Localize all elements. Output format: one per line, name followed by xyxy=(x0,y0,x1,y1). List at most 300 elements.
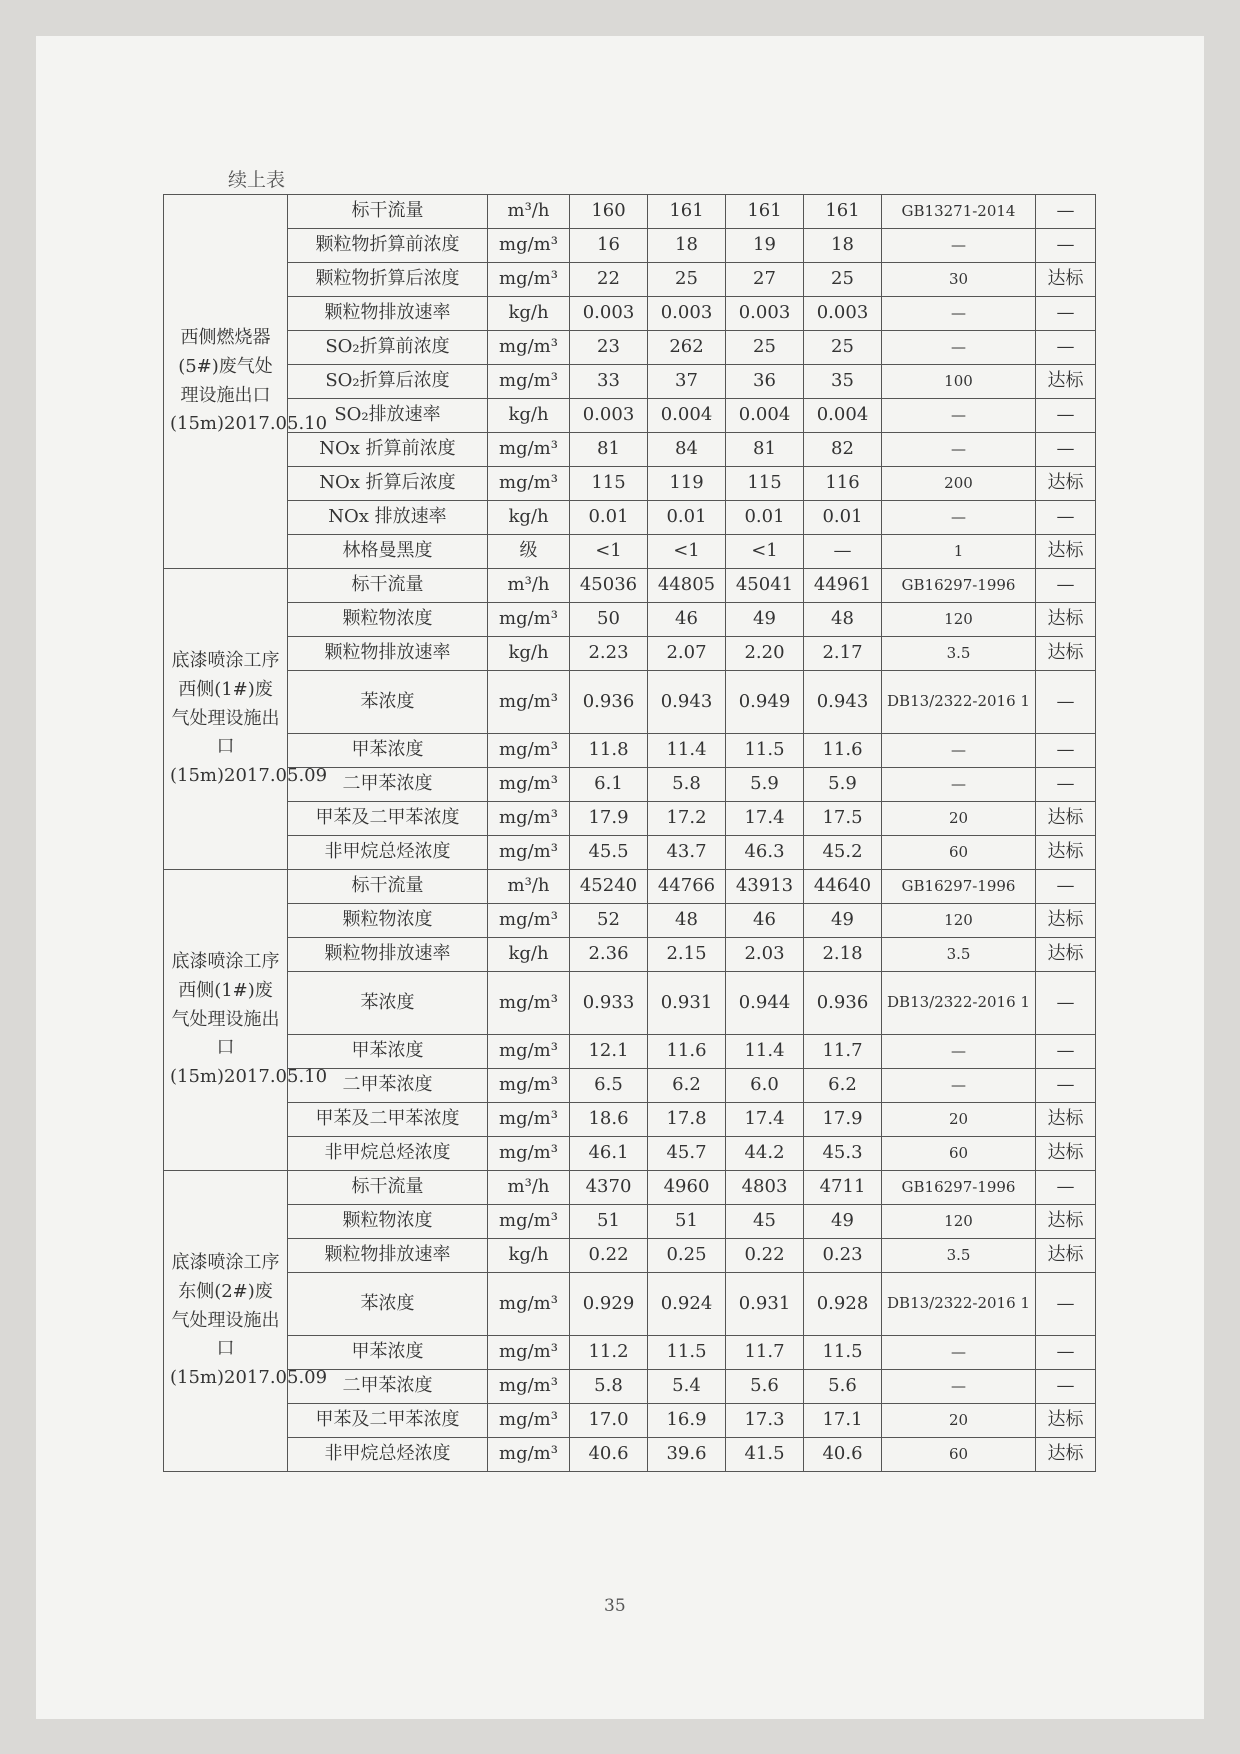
value-cell: 2.36 xyxy=(570,938,648,972)
unit-cell: mg/m³ xyxy=(488,1336,570,1370)
item-cell: 林格曼黑度 xyxy=(288,535,488,569)
value-cell: 45036 xyxy=(570,569,648,603)
standard-cell: 3.5 xyxy=(882,938,1036,972)
value-cell: 81 xyxy=(570,433,648,467)
value-cell: 46.1 xyxy=(570,1137,648,1171)
unit-cell: kg/h xyxy=(488,399,570,433)
standard-cell: — xyxy=(882,399,1036,433)
unit-cell: mg/m³ xyxy=(488,603,570,637)
table-row xyxy=(164,1438,1096,1472)
value-cell: 6.2 xyxy=(648,1069,726,1103)
item-cell: 二甲苯浓度 xyxy=(288,1069,488,1103)
table-row xyxy=(164,1205,1096,1239)
value-cell: 5.4 xyxy=(648,1370,726,1404)
result-cell: 达标 xyxy=(1036,1404,1096,1438)
result-cell: — xyxy=(1036,195,1096,229)
unit-cell: kg/h xyxy=(488,938,570,972)
value-cell: 44961 xyxy=(804,569,882,603)
value-cell: 0.01 xyxy=(648,501,726,535)
value-cell: 0.004 xyxy=(804,399,882,433)
unit-cell: m³/h xyxy=(488,195,570,229)
unit-cell: mg/m³ xyxy=(488,671,570,734)
standard-cell: — xyxy=(882,501,1036,535)
value-cell: 40.6 xyxy=(804,1438,882,1472)
value-cell: 262 xyxy=(648,331,726,365)
value-cell: 0.004 xyxy=(648,399,726,433)
value-cell: 6.5 xyxy=(570,1069,648,1103)
item-cell: 甲苯浓度 xyxy=(288,734,488,768)
value-cell: 17.9 xyxy=(804,1103,882,1137)
value-cell: 5.9 xyxy=(726,768,804,802)
table-row xyxy=(164,229,1096,263)
value-cell: 11.7 xyxy=(726,1336,804,1370)
result-cell: — xyxy=(1036,399,1096,433)
value-cell: 44640 xyxy=(804,870,882,904)
value-cell: 25 xyxy=(804,263,882,297)
value-cell: 116 xyxy=(804,467,882,501)
standard-cell: DB13/2322-2016 1 xyxy=(882,972,1036,1035)
item-cell: 标干流量 xyxy=(288,195,488,229)
table-row xyxy=(164,535,1096,569)
value-cell: 5.8 xyxy=(648,768,726,802)
table-row xyxy=(164,1336,1096,1370)
value-cell: 11.5 xyxy=(804,1336,882,1370)
value-cell: 50 xyxy=(570,603,648,637)
result-cell: — xyxy=(1036,734,1096,768)
standard-cell: 20 xyxy=(882,1103,1036,1137)
table-row xyxy=(164,1239,1096,1273)
table-row xyxy=(164,467,1096,501)
standard-cell: 200 xyxy=(882,467,1036,501)
unit-cell: kg/h xyxy=(488,1239,570,1273)
value-cell: <1 xyxy=(648,535,726,569)
value-cell: 115 xyxy=(726,467,804,501)
standard-cell: — xyxy=(882,229,1036,263)
result-cell: 达标 xyxy=(1036,836,1096,870)
value-cell: 51 xyxy=(648,1205,726,1239)
standard-cell: — xyxy=(882,1336,1036,1370)
result-cell: — xyxy=(1036,671,1096,734)
table-row xyxy=(164,1404,1096,1438)
table-row xyxy=(164,1103,1096,1137)
value-cell: 39.6 xyxy=(648,1438,726,1472)
result-cell: — xyxy=(1036,1069,1096,1103)
standard-cell: 60 xyxy=(882,1137,1036,1171)
table-row xyxy=(164,331,1096,365)
standard-cell: DB13/2322-2016 1 xyxy=(882,671,1036,734)
value-cell: 16 xyxy=(570,229,648,263)
value-cell: 11.4 xyxy=(726,1035,804,1069)
result-cell: 达标 xyxy=(1036,365,1096,399)
value-cell: 5.9 xyxy=(804,768,882,802)
value-cell: 46 xyxy=(648,603,726,637)
value-cell: 4711 xyxy=(804,1171,882,1205)
value-cell: 49 xyxy=(726,603,804,637)
value-cell: <1 xyxy=(726,535,804,569)
value-cell: 37 xyxy=(648,365,726,399)
standard-cell: 20 xyxy=(882,1404,1036,1438)
value-cell: 0.22 xyxy=(726,1239,804,1273)
result-cell: 达标 xyxy=(1036,535,1096,569)
value-cell: 25 xyxy=(648,263,726,297)
value-cell: 11.8 xyxy=(570,734,648,768)
value-cell: 17.8 xyxy=(648,1103,726,1137)
value-cell: 0.943 xyxy=(804,671,882,734)
value-cell: 0.003 xyxy=(726,297,804,331)
item-cell: 非甲烷总烃浓度 xyxy=(288,1137,488,1171)
item-cell: 颗粒物排放速率 xyxy=(288,297,488,331)
standard-cell: 3.5 xyxy=(882,1239,1036,1273)
value-cell: 2.03 xyxy=(726,938,804,972)
table-row xyxy=(164,637,1096,671)
unit-cell: mg/m³ xyxy=(488,263,570,297)
unit-cell: mg/m³ xyxy=(488,1404,570,1438)
unit-cell: mg/m³ xyxy=(488,467,570,501)
value-cell: 0.936 xyxy=(804,972,882,1035)
value-cell: 11.5 xyxy=(726,734,804,768)
value-cell: 23 xyxy=(570,331,648,365)
table-row xyxy=(164,904,1096,938)
unit-cell: mg/m³ xyxy=(488,433,570,467)
value-cell: 4803 xyxy=(726,1171,804,1205)
value-cell: 48 xyxy=(648,904,726,938)
value-cell: 6.0 xyxy=(726,1069,804,1103)
result-cell: 达标 xyxy=(1036,603,1096,637)
item-cell: 颗粒物排放速率 xyxy=(288,938,488,972)
standard-cell: 30 xyxy=(882,263,1036,297)
value-cell: 43913 xyxy=(726,870,804,904)
value-cell: 160 xyxy=(570,195,648,229)
value-cell: 0.004 xyxy=(726,399,804,433)
value-cell: 115 xyxy=(570,467,648,501)
result-cell: — xyxy=(1036,1171,1096,1205)
value-cell: <1 xyxy=(570,535,648,569)
value-cell: 0.23 xyxy=(804,1239,882,1273)
value-cell: 0.01 xyxy=(726,501,804,535)
value-cell: 45.2 xyxy=(804,836,882,870)
value-cell: 18 xyxy=(648,229,726,263)
unit-cell: mg/m³ xyxy=(488,1370,570,1404)
value-cell: 4370 xyxy=(570,1171,648,1205)
result-cell: 达标 xyxy=(1036,1438,1096,1472)
result-cell: 达标 xyxy=(1036,938,1096,972)
value-cell: 41.5 xyxy=(726,1438,804,1472)
result-cell: — xyxy=(1036,501,1096,535)
value-cell: 6.2 xyxy=(804,1069,882,1103)
value-cell: 81 xyxy=(726,433,804,467)
value-cell: 2.18 xyxy=(804,938,882,972)
item-cell: 颗粒物浓度 xyxy=(288,1205,488,1239)
item-cell: 二甲苯浓度 xyxy=(288,768,488,802)
value-cell: 17.0 xyxy=(570,1404,648,1438)
standard-cell: — xyxy=(882,734,1036,768)
value-cell: 45240 xyxy=(570,870,648,904)
item-cell: NOx 折算后浓度 xyxy=(288,467,488,501)
result-cell: 达标 xyxy=(1036,1239,1096,1273)
standard-cell: 3.5 xyxy=(882,637,1036,671)
value-cell: 44766 xyxy=(648,870,726,904)
value-cell: 0.928 xyxy=(804,1273,882,1336)
value-cell: 19 xyxy=(726,229,804,263)
result-cell: — xyxy=(1036,433,1096,467)
value-cell: 49 xyxy=(804,1205,882,1239)
item-cell: 颗粒物折算前浓度 xyxy=(288,229,488,263)
standard-cell: — xyxy=(882,1370,1036,1404)
table-row xyxy=(164,972,1096,1035)
item-cell: 甲苯及二甲苯浓度 xyxy=(288,802,488,836)
value-cell: 0.22 xyxy=(570,1239,648,1273)
value-cell: 51 xyxy=(570,1205,648,1239)
value-cell: 17.4 xyxy=(726,802,804,836)
table-row xyxy=(164,1137,1096,1171)
result-cell: — xyxy=(1036,768,1096,802)
item-cell: SO₂折算后浓度 xyxy=(288,365,488,399)
standard-cell: — xyxy=(882,331,1036,365)
value-cell: 17.9 xyxy=(570,802,648,836)
standard-cell: — xyxy=(882,1069,1036,1103)
value-cell: 11.7 xyxy=(804,1035,882,1069)
unit-cell: m³/h xyxy=(488,870,570,904)
unit-cell: mg/m³ xyxy=(488,904,570,938)
result-cell: — xyxy=(1036,870,1096,904)
value-cell: 11.5 xyxy=(648,1336,726,1370)
value-cell: 35 xyxy=(804,365,882,399)
page-number: 35 xyxy=(604,1596,626,1616)
value-cell: 0.929 xyxy=(570,1273,648,1336)
standard-cell: 120 xyxy=(882,603,1036,637)
table-row xyxy=(164,603,1096,637)
table-row xyxy=(164,734,1096,768)
value-cell: 44.2 xyxy=(726,1137,804,1171)
value-cell: 2.15 xyxy=(648,938,726,972)
standard-cell: 60 xyxy=(882,836,1036,870)
table-row xyxy=(164,870,1096,904)
unit-cell: mg/m³ xyxy=(488,1273,570,1336)
standard-cell: 60 xyxy=(882,1438,1036,1472)
value-cell: 0.01 xyxy=(804,501,882,535)
monitoring-data-table xyxy=(163,194,1096,1472)
table-row xyxy=(164,501,1096,535)
value-cell: 27 xyxy=(726,263,804,297)
standard-cell: 120 xyxy=(882,1205,1036,1239)
standard-cell: GB16297-1996 xyxy=(882,569,1036,603)
value-cell: 0.003 xyxy=(804,297,882,331)
value-cell: 40.6 xyxy=(570,1438,648,1472)
unit-cell: mg/m³ xyxy=(488,229,570,263)
value-cell: 0.003 xyxy=(648,297,726,331)
unit-cell: mg/m³ xyxy=(488,836,570,870)
value-cell: 16.9 xyxy=(648,1404,726,1438)
unit-cell: mg/m³ xyxy=(488,1103,570,1137)
standard-cell: 120 xyxy=(882,904,1036,938)
value-cell: 84 xyxy=(648,433,726,467)
value-cell: 45 xyxy=(726,1205,804,1239)
result-cell: 达标 xyxy=(1036,1103,1096,1137)
result-cell: 达标 xyxy=(1036,263,1096,297)
value-cell: 0.936 xyxy=(570,671,648,734)
result-cell: — xyxy=(1036,1035,1096,1069)
unit-cell: mg/m³ xyxy=(488,1438,570,1472)
table-row xyxy=(164,1273,1096,1336)
value-cell: 45.5 xyxy=(570,836,648,870)
standard-cell: 1 xyxy=(882,535,1036,569)
table-row xyxy=(164,365,1096,399)
item-cell: 颗粒物排放速率 xyxy=(288,637,488,671)
value-cell: 17.1 xyxy=(804,1404,882,1438)
value-cell: 2.23 xyxy=(570,637,648,671)
value-cell: 12.1 xyxy=(570,1035,648,1069)
standard-cell: — xyxy=(882,1035,1036,1069)
unit-cell: mg/m³ xyxy=(488,1069,570,1103)
unit-cell: m³/h xyxy=(488,1171,570,1205)
unit-cell: mg/m³ xyxy=(488,1205,570,1239)
unit-cell: mg/m³ xyxy=(488,1137,570,1171)
result-cell: 达标 xyxy=(1036,802,1096,836)
value-cell: 18.6 xyxy=(570,1103,648,1137)
value-cell: 0.933 xyxy=(570,972,648,1035)
unit-cell: mg/m³ xyxy=(488,365,570,399)
value-cell: 6.1 xyxy=(570,768,648,802)
table-row xyxy=(164,671,1096,734)
standard-cell: 100 xyxy=(882,365,1036,399)
value-cell: — xyxy=(804,535,882,569)
value-cell: 43.7 xyxy=(648,836,726,870)
standard-cell: DB13/2322-2016 1 xyxy=(882,1273,1036,1336)
sampling-location-cell: 底漆喷涂工序西侧(1#)废气处理设施出口(15m)2017.05.10 xyxy=(164,870,288,1171)
result-cell: — xyxy=(1036,1370,1096,1404)
table-row xyxy=(164,297,1096,331)
result-cell: 达标 xyxy=(1036,1137,1096,1171)
unit-cell: mg/m³ xyxy=(488,734,570,768)
value-cell: 49 xyxy=(804,904,882,938)
standard-cell: GB16297-1996 xyxy=(882,1171,1036,1205)
result-cell: — xyxy=(1036,297,1096,331)
unit-cell: kg/h xyxy=(488,501,570,535)
unit-cell: m³/h xyxy=(488,569,570,603)
value-cell: 46 xyxy=(726,904,804,938)
value-cell: 0.25 xyxy=(648,1239,726,1273)
result-cell: 达标 xyxy=(1036,467,1096,501)
value-cell: 82 xyxy=(804,433,882,467)
table-row xyxy=(164,1035,1096,1069)
unit-cell: mg/m³ xyxy=(488,1035,570,1069)
value-cell: 0.944 xyxy=(726,972,804,1035)
item-cell: 非甲烷总烃浓度 xyxy=(288,836,488,870)
result-cell: — xyxy=(1036,972,1096,1035)
result-cell: — xyxy=(1036,1336,1096,1370)
value-cell: 0.949 xyxy=(726,671,804,734)
sampling-location-cell: 底漆喷涂工序西侧(1#)废气处理设施出口(15m)2017.05.09 xyxy=(164,569,288,870)
value-cell: 45.7 xyxy=(648,1137,726,1171)
value-cell: 22 xyxy=(570,263,648,297)
unit-cell: mg/m³ xyxy=(488,768,570,802)
table-row xyxy=(164,569,1096,603)
value-cell: 11.4 xyxy=(648,734,726,768)
item-cell: NOx 排放速率 xyxy=(288,501,488,535)
table-row xyxy=(164,938,1096,972)
value-cell: 17.5 xyxy=(804,802,882,836)
standard-cell: — xyxy=(882,768,1036,802)
value-cell: 5.6 xyxy=(726,1370,804,1404)
value-cell: 2.17 xyxy=(804,637,882,671)
standard-cell: GB13271-2014 xyxy=(882,195,1036,229)
item-cell: NOx 折算前浓度 xyxy=(288,433,488,467)
unit-cell: kg/h xyxy=(488,297,570,331)
item-cell: 标干流量 xyxy=(288,1171,488,1205)
unit-cell: mg/m³ xyxy=(488,802,570,836)
value-cell: 11.6 xyxy=(804,734,882,768)
unit-cell: 级 xyxy=(488,535,570,569)
item-cell: 非甲烷总烃浓度 xyxy=(288,1438,488,1472)
table-row xyxy=(164,263,1096,297)
table-row xyxy=(164,195,1096,229)
value-cell: 2.20 xyxy=(726,637,804,671)
value-cell: 11.2 xyxy=(570,1336,648,1370)
value-cell: 0.931 xyxy=(726,1273,804,1336)
item-cell: 苯浓度 xyxy=(288,972,488,1035)
standard-cell: GB16297-1996 xyxy=(882,870,1036,904)
value-cell: 25 xyxy=(804,331,882,365)
value-cell: 161 xyxy=(648,195,726,229)
sampling-location-cell: 底漆喷涂工序东侧(2#)废气处理设施出口(15m)2017.05.09 xyxy=(164,1171,288,1472)
value-cell: 0.003 xyxy=(570,297,648,331)
value-cell: 18 xyxy=(804,229,882,263)
item-cell: 苯浓度 xyxy=(288,1273,488,1336)
result-cell: 达标 xyxy=(1036,637,1096,671)
value-cell: 0.931 xyxy=(648,972,726,1035)
result-cell: 达标 xyxy=(1036,1205,1096,1239)
value-cell: 52 xyxy=(570,904,648,938)
table-row xyxy=(164,1171,1096,1205)
value-cell: 45041 xyxy=(726,569,804,603)
result-cell: — xyxy=(1036,331,1096,365)
value-cell: 0.943 xyxy=(648,671,726,734)
standard-cell: — xyxy=(882,433,1036,467)
sampling-location-cell: 西侧燃烧器(5#)废气处理设施出口(15m)2017.05.10 xyxy=(164,195,288,569)
result-cell: — xyxy=(1036,229,1096,263)
value-cell: 44805 xyxy=(648,569,726,603)
value-cell: 5.8 xyxy=(570,1370,648,1404)
value-cell: 5.6 xyxy=(804,1370,882,1404)
value-cell: 33 xyxy=(570,365,648,399)
value-cell: 4960 xyxy=(648,1171,726,1205)
value-cell: 17.3 xyxy=(726,1404,804,1438)
item-cell: 颗粒物浓度 xyxy=(288,603,488,637)
item-cell: SO₂折算前浓度 xyxy=(288,331,488,365)
item-cell: 二甲苯浓度 xyxy=(288,1370,488,1404)
table-row xyxy=(164,802,1096,836)
value-cell: 0.01 xyxy=(570,501,648,535)
value-cell: 17.2 xyxy=(648,802,726,836)
value-cell: 45.3 xyxy=(804,1137,882,1171)
item-cell: 颗粒物浓度 xyxy=(288,904,488,938)
value-cell: 0.924 xyxy=(648,1273,726,1336)
value-cell: 25 xyxy=(726,331,804,365)
result-cell: 达标 xyxy=(1036,904,1096,938)
item-cell: 甲苯及二甲苯浓度 xyxy=(288,1103,488,1137)
unit-cell: mg/m³ xyxy=(488,972,570,1035)
value-cell: 161 xyxy=(726,195,804,229)
value-cell: 119 xyxy=(648,467,726,501)
value-cell: 2.07 xyxy=(648,637,726,671)
value-cell: 17.4 xyxy=(726,1103,804,1137)
item-cell: 甲苯浓度 xyxy=(288,1336,488,1370)
value-cell: 48 xyxy=(804,603,882,637)
value-cell: 46.3 xyxy=(726,836,804,870)
value-cell: 161 xyxy=(804,195,882,229)
item-cell: 颗粒物排放速率 xyxy=(288,1239,488,1273)
result-cell: — xyxy=(1036,1273,1096,1336)
